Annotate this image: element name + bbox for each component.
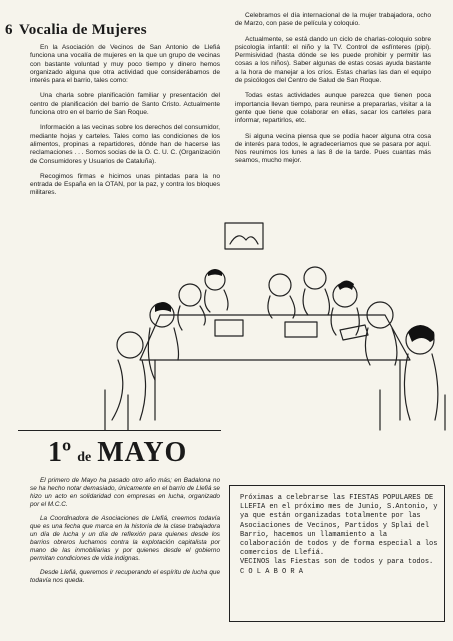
paragraph: Celebramos el día internacional de la mujer trabajadora, ocho de Marzo, con pase de película y coloquio. — [235, 12, 431, 28]
paragraph: Desde Llefiá, queremos ir recuperando el espíritu de lucha que todavía nos queda. — [30, 569, 220, 584]
mayo-number: 1º — [48, 437, 72, 468]
mayo-de: de — [77, 450, 92, 465]
meeting-illustration — [100, 220, 450, 435]
left-column — [30, 44, 220, 205]
page-number: 6 — [5, 22, 13, 38]
primero-de-mayo-section — [18, 430, 221, 641]
paragraph: Una charla sobre planificación familiar y presentación del centro de planificación del barrio de Santo Cristo. Actualmente funciona otro en el barrio de San Roque. — [30, 92, 220, 117]
paragraph: Si alguna vecina piensa que se podía hacer alguna otra cosa de interés para todos, le agradeceríamos que se pasara por aquí. Nos reunimos los lunes a las 8 de la tarde. Pues cuantas más seamos, mucho mejor. — [235, 132, 431, 165]
paragraph: La Coordinadora de Asociaciones de Llefiá, creemos todavía que es una fecha que marca en la historia de la clase trabajadora un día de lucha y un día de reflexión para quienes desde los barrios obreros luchamos contra la explotación capitalista por mano de las inmobiliarias y por quienes desde el gobierno permitan condiciones de vida indignas. — [30, 515, 220, 562]
paragraph: En la Asociación de Vecinos de San Antonio de Llefiá funciona una vocalía de mujeres en la que un grupo de vecinas con bastante voluntad y muy poco tiempo y dinero hemos organizado alguna que otra actividad que considerábamos de interés para el barrio, tales como: — [30, 44, 220, 85]
fiestas-notice-text: Próximas a celebrarse las FIESTAS POPULARES DE LLEFIA en el próximo mes de Junio, S.Antonio, y ya que están organizadas totalmente por las Asociaciones de Vecinos, Partidos y Splai del Barrio, hacemos un llamamiento a la colaboración de todos y de forma especial a los comercios de Llefiá. VECINOS las Fiestas son de todos y para todos. C O L A B O R A — [240, 494, 438, 576]
paragraph: Actualmente, se está dando un ciclo de charlas-coloquio sobre psicología infantil: el niño y la TV. Control de esfínteres (pipi). Permisividad (hasta dónde se les puede prohibir y permitir las cosas a los niños). Saber algunas de estas cosas ayuda bastante a la hora de manejar a los críos. Estas charlas las dan el equipo de psicólogos del Centro de Salud de San Roque. — [235, 35, 431, 85]
paragraph: Información a las vecinas sobre los derechos del consumidor, mediante hojas y carteles. Tales como las condiciones de los alimentos, propinas a repartidores, dónde han de hacerse las reclamaciones . . . Somos socias de la O. C. U. C. (Organización de Consumidores y Usuarios de Cataluña). — [30, 124, 220, 165]
paragraph: Todas estas actividades aunque parezca que tienen poca importancia llevan tiempo, para reunirse a prepararlas, visitar a la gente que tiene que colaborar en ellas, sacar los carteles para informar, repartirlos, etc. — [235, 92, 431, 125]
paragraph: El primero de Mayo ha pasado otro año más; en Badalona no se ha hecho notar demasiado, únicamente en el barrio de Llefiá se hizo un acto en solidaridad con empresas en lucha, organizado por el M.C.C. — [30, 477, 220, 508]
mayo-heading — [48, 437, 187, 469]
mayo-word: MAYO — [97, 437, 188, 468]
fiestas-notice-box — [229, 485, 445, 622]
right-column — [235, 12, 431, 173]
mayo-body — [30, 477, 220, 591]
page-title: Vocalia de Mujeres — [19, 22, 147, 38]
paragraph: Recogimos firmas e hicimos unas pintadas para la no entrada de España en la OTAN, por la paz, y contra los bloques militares. — [30, 172, 220, 197]
